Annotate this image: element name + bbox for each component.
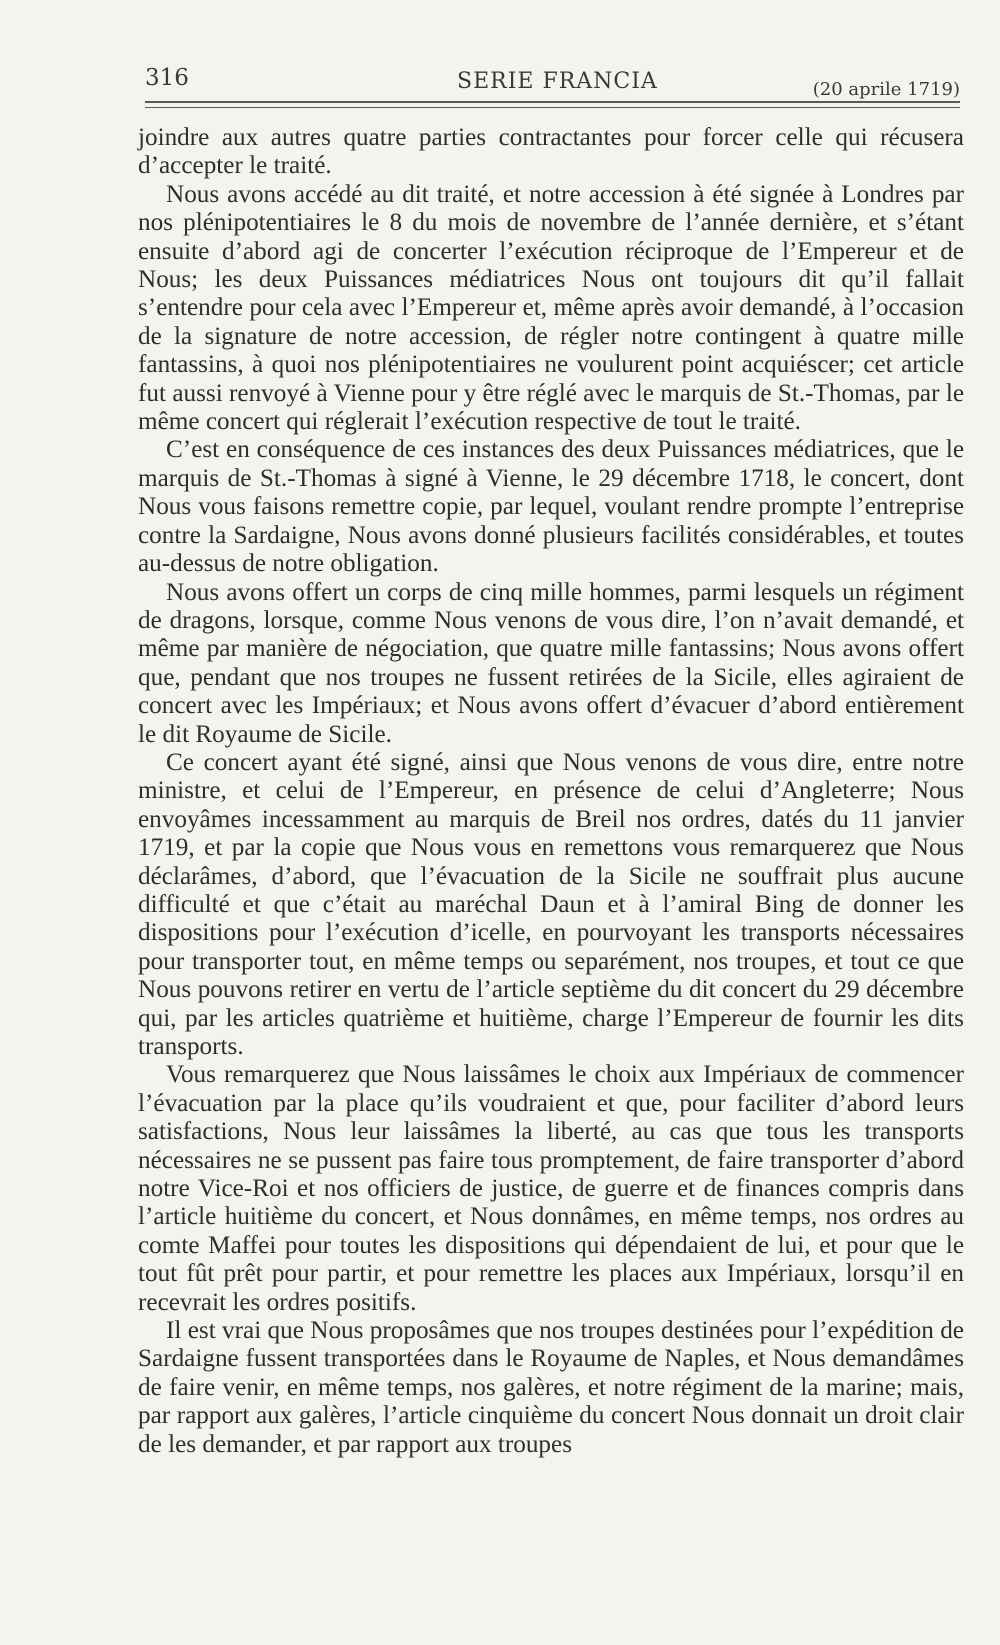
paragraph: Nous avons accédé au dit traité, et notre accession à été signée à Londres par nos plénipotentiaires le 8 du mois de novembre de l’année dernière, et s’étant ensuite d’abord agi de concerter l’exécution réciproque de l’Empereur et de Nous; les deux Puissances médiatrices Nous ont toujours dit qu’il fallait s’entendre pour cela avec l’Empereur et, même après avoir demandé, à l’occasion de la signature de notre accession, de régler notre contingent à quatre mille fantassins, à quoi nos plénipotentiaires ne voulurent point acquiéscer; cet article fut aussi renvoyé à Vienne pour y être réglé avec le marquis de St.-Thomas, par le même concert qui réglerait l’exécution respective de tout le traité. — [138, 180, 964, 436]
paragraph: Ce concert ayant été signé, ainsi que Nous venons de vous dire, entre notre ministre, et celui de l’Empereur, en présence de celui d’Angleterre; Nous envoyâmes incessamment au marquis de Breil nos ordres, datés du 11 janvier 1719, et par la copie que Nous vous en remettons vous remarquerez que Nous déclarâmes, d’abord, que l’évacuation de la Sicile ne souffrait plus aucune difficulté et que c’était au maréchal Daun et à l’amiral Bing de donner les dispositions pour l’exécution d’icelle, en pourvoyant les transports nécessaires pour transporter tout, en même temps ou separément, nos troupes, et tout ce que Nous pouvons retirer en vertu de l’article septième du dit concert du 29 décembre qui, par les articles quatrième et huitième, charge l’Empereur de fournir les dits transports. — [138, 748, 964, 1060]
paragraph: C’est en conséquence de ces instances des deux Puissances médiatrices, que le marquis de St.-Thomas à signé à Vienne, le 29 décembre 1718, le concert, dont Nous vous faisons remettre copie, par lequel, voulant rendre prompte l’entreprise contre la Sardaigne, Nous avons donné plusieurs facilités considérables, et toutes au-dessus de notre obligation. — [138, 436, 964, 578]
body-text — [138, 124, 964, 1459]
paragraph: Il est vrai que Nous proposâmes que nos troupes destinées pour l’expédition de Sardaigne fussent transportées dans le Royaume de Naples, et Nous demandâmes de faire venir, en même temps, nos galères, et notre régiment de la marine; mais, par rapport aux galères, l’article cinquième du concert Nous donnait un droit clair de les demander, et par rapport aux troupes — [138, 1317, 964, 1458]
running-title: SERIE FRANCIA — [457, 69, 658, 94]
page-header — [145, 55, 960, 105]
page-number: 316 — [145, 65, 189, 91]
paragraph: joindre aux autres quatre parties contractantes pour forcer celle qui récusera d’accepter le traité. — [138, 124, 964, 180]
date-note: (20 aprile 1719) — [812, 79, 960, 100]
header-rule-thin — [145, 107, 960, 108]
header-rule — [145, 101, 960, 103]
paragraph: Vous remarquerez que Nous laissâmes le choix aux Impériaux de commencer l’évacuation par la place qu’ils voudraient et que, pour faciliter d’abord leurs satisfactions, Nous leur laissâmes la liberté, au cas que tous les transports nécessaires ne se pussent pas faire tous promptement, de faire transporter d’abord notre Vice-Roi et nos officiers de justice, de guerre et de finances compris dans l’article huitième du concert, et Nous donnâmes, en même temps, nos ordres au comte Maffei pour toutes les dispositions qui dépendaient de lui, et pour que le tout fût prêt pour partir, et pour remettre les places aux Impériaux, lorsqu’il en recevrait les ordres positifs. — [138, 1061, 964, 1316]
paragraph: Nous avons offert un corps de cinq mille hommes, parmi lesquels un régiment de dragons, lorsque, comme Nous venons de vous dire, l’on n’avait demandé, et même par manière de négociation, que quatre mille fantassins; Nous avons offert que, pendant que nos troupes ne fussent retirées de la Sicile, elles agiraient de concert avec les Impériaux; et Nous avons offert d’évacuer d’abord entièrement le dit Royaume de Sicile. — [138, 578, 964, 748]
